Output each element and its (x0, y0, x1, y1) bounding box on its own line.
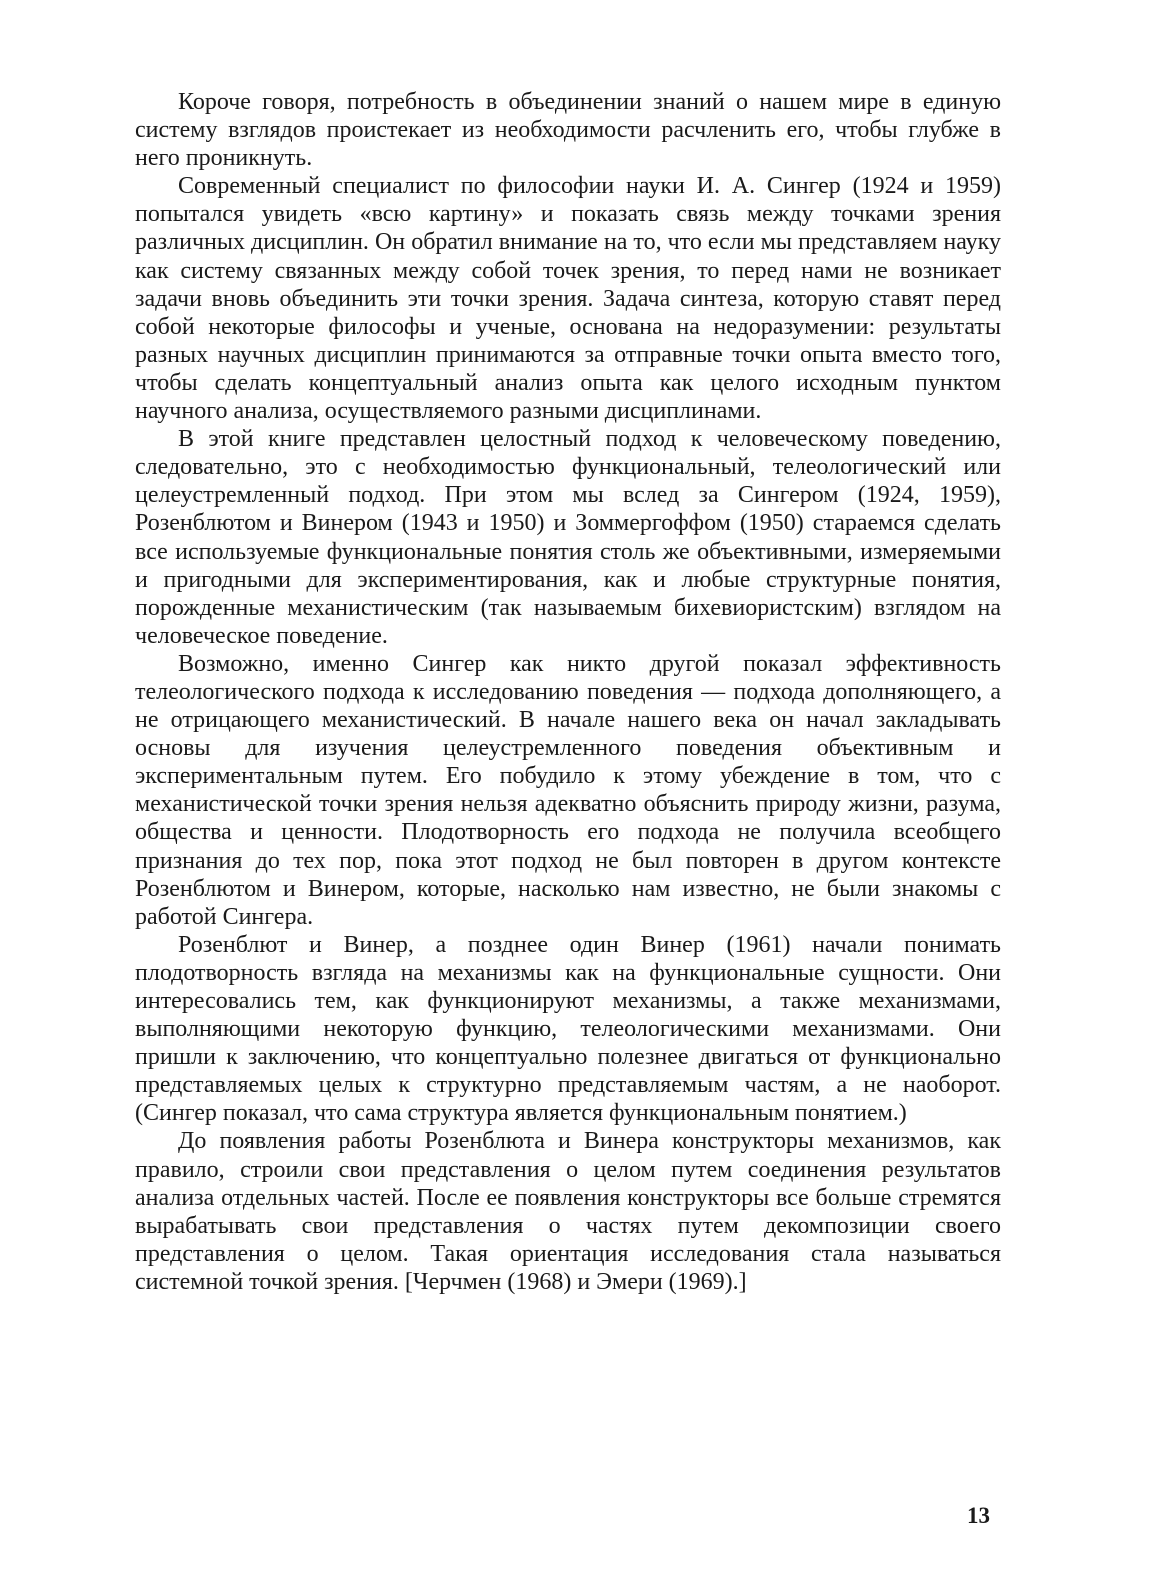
paragraph-1: Короче говоря, потребность в объединении знаний о нашем мире в единую систему взглядов проистекает из необходимости расчленить его, чтобы глубже в него проникнуть. (135, 89, 1001, 172)
paragraph-6: До появления работы Розенблюта и Винера конструкторы механизмов, как правило, строили свои представления о целом путем соединения результатов анализа отдельных частей. После ее появления конструкторы все больше стремятся вырабатывать свои представления о частях путем декомпозиции своего представления о целом. Такая ориентация исследования стала называться системной точкой зрения. [Черчмен (1968) и Эмери (1969).] (135, 1128, 1001, 1295)
page-body (135, 88, 1001, 1296)
page-number: 13 (967, 1503, 990, 1528)
paragraph-4: Возможно, именно Сингер как никто другой показал эффективность телеологического подхода к исследованию поведения — подхода дополняющего, а не отрицающего механистический. В начале нашего века он начал закладывать основы для изучения целеустремленного поведения объективным и экспериментальным путем. Его побудило к этому убеждение в том, что с механистической точки зрения нельзя адекватно объяснить природу жизни, разума, общества и ценности. Плодотворность его подхода не получила всеобщего признания до тех пор, пока этот подход не был повторен в другом контексте Розенблютом и Винером, которые, насколько нам известно, не были знакомы с работой Сингера. (135, 650, 1001, 930)
paragraph-2: Современный специалист по философии науки И. А. Сингер (1924 и 1959) попытался увидеть «всю картину» и показать связь между точками зрения различных дисциплин. Он обратил внимание на то, что если мы представляем науку как систему связанных между собой точек зрения, то перед нами не возникает задачи вновь объединить эти точки зрения. Задача синтеза, которую ставят перед собой некоторые философы и ученые, основана на недоразумении: результаты разных научных дисциплин принимаются за отправные точки опыта вместо того, чтобы сделать концептуальный анализ опыта как целого исходным пунктом научного анализа, осуществляемого разными дисциплинами. (135, 173, 1001, 425)
paragraph-3: В этой книге представлен целостный подход к человеческому поведению, следовательно, это с необходимостью функциональный, телеологический или целеустремленный подход. При этом мы вслед за Сингером (1924, 1959), Розенблютом и Винером (1943 и 1950) и Зоммергоффом (1950) стараемся сделать все используемые функциональные понятия столь же объективными, измеряемыми и пригодными для экспериментирования, как и любые структурные понятия, порожденные механистическим (так называемым бихевиористским) взглядом на человеческое поведение. (135, 426, 1001, 649)
paragraph-5: Розенблют и Винер, а позднее один Винер (1961) начали понимать плодотворность взгляда на механизмы как на функциональные сущности. Они интересовались тем, как функционируют механизмы, а также механизмами, выполняющими некоторую функцию, телеологическими механизмами. Они пришли к заключению, что концептуально полезнее двигаться от функционально представляемых целых к структурно представляемым частям, а не наоборот. (Сингер показал, что сама структура является функциональным понятием.) (135, 931, 1001, 1127)
